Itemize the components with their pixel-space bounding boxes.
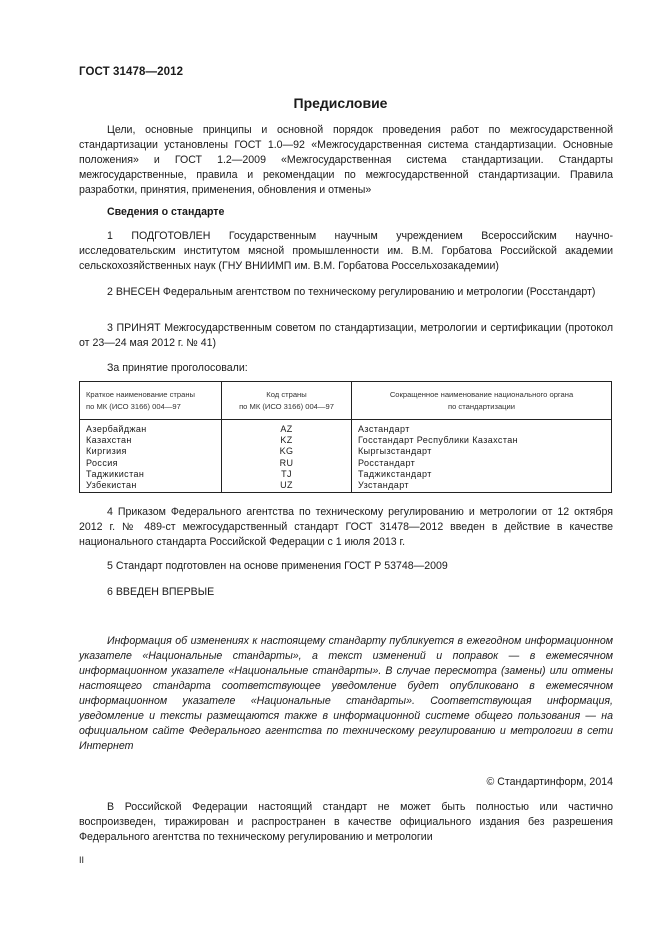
col-header-code: Код страны по МК (ИСО 3166) 004—97: [222, 382, 352, 420]
cell-authority: Росстандарт: [352, 458, 612, 469]
item-4-text: 4 Приказом Федерального агентства по техническому регулированию и метрологии от 12 октября 2012 г. № 489-ст межгосударственный стандарт ГОСТ 31478—2012 введен в действие в качестве национального стандарта Российской Федерации с 1 июля 2013 г.: [79, 506, 613, 548]
voters-label: [79, 361, 613, 376]
item-4: [79, 505, 613, 550]
amendments-notice: [79, 634, 613, 754]
voting-table: [79, 381, 612, 493]
cell-country: Казахстан: [80, 435, 222, 446]
item-5-text: 5 Стандарт подготовлен на основе применения ГОСТ Р 53748—2009: [107, 560, 448, 572]
cell-code: RU: [222, 458, 352, 469]
cell-authority: Кыргызстандарт: [352, 446, 612, 457]
page-number: II: [79, 855, 85, 865]
item-3-text: 3 ПРИНЯТ Межгосударственным советом по стандартизации, метрологии и сертификации (протокол от 23—24 мая 2012 г. № 41): [79, 322, 613, 349]
table-row: [80, 480, 612, 493]
cell-country: Азербайджан: [80, 420, 222, 436]
cell-country: Таджикистан: [80, 469, 222, 480]
intro-text: Цели, основные принципы и основной порядок проведения работ по межгосударственной стандартизации установлены ГОСТ 1.0—92 «Межгосударственная система стандартизации. Основные положения» и ГОСТ 1.2—2009 «Межгосударственная система стандартизации. Стандарты межгосударственные, правила и рекомендации по межгосударственной стандартизации. Правила разработки, принятия, применения, обновления и отмены»: [79, 124, 613, 196]
item-6: [79, 585, 613, 600]
cell-authority: Таджикстандарт: [352, 469, 612, 480]
table-header-row: [80, 382, 612, 420]
section-heading: Сведения о стандарте: [107, 206, 225, 218]
table-row: [80, 446, 612, 457]
item-1-text: 1 ПОДГОТОВЛЕН Государственным научным учреждением Всероссийским научно-исследовательским институтом мясной промышленности им. В.М. Горбатова Российской академии сельскохозяйственных наук (ГНУ ВНИИМП им. В.М. Горбатова Россельхозакадемии): [79, 230, 613, 272]
legal-notice: [79, 800, 613, 845]
cell-code: KZ: [222, 435, 352, 446]
cell-authority: Узстандарт: [352, 480, 612, 493]
copyright-line: © Стандартинформ, 2014: [486, 776, 613, 788]
amendments-notice-text: Информация об изменениях к настоящему стандарту публикуется в ежегодном информационном указателе «Национальные стандарты», а текст изменений и поправок — в ежемесячном информационном указателе «Национальные стандарты». В случае пересмотра (замены) или отмены настоящего стандарта соответствующее уведомление будет опубликовано в ежемесячном информационном указателе «Национальные стандарты». Соответствующая информация, уведомление и тексты размещаются также в информационной системе общего пользования — на официальном сайте Федерального агентства по техническому регулированию и метрологии в сети Интернет: [79, 635, 613, 752]
item-2-text: 2 ВНЕСЕН Федеральным агентством по техническому регулированию и метрологии (Росстандарт): [107, 286, 596, 298]
item-6-text: 6 ВВЕДЕН ВПЕРВЫЕ: [107, 586, 215, 598]
item-5: [79, 559, 613, 574]
voters-label-text: За принятие проголосовали:: [107, 362, 248, 374]
col-header-country: Краткое наименование страны по МК (ИСО 3166) 004—97: [80, 382, 222, 420]
col-header-authority: Сокращенное наименование национального органа по стандартизации: [352, 382, 612, 420]
item-1: [79, 229, 613, 274]
cell-authority: Госстандарт Республики Казахстан: [352, 435, 612, 446]
intro-paragraph: [79, 123, 613, 198]
table-row: [80, 435, 612, 446]
table-row: [80, 458, 612, 469]
cell-country: Узбекистан: [80, 480, 222, 493]
document-id-header: ГОСТ 31478—2012: [79, 66, 184, 78]
item-2: [79, 285, 613, 300]
item-3: [79, 321, 613, 351]
cell-code: KG: [222, 446, 352, 457]
table-row: [80, 469, 612, 480]
legal-notice-text: В Российской Федерации настоящий стандарт не может быть полностью или частично воспроизведен, тиражирован и распространен в качестве официального издания без разрешения Федерального агентства по техническому регулированию и метрологии: [79, 801, 613, 843]
page-title: Предисловие: [293, 95, 388, 111]
cell-code: UZ: [222, 480, 352, 493]
cell-code: TJ: [222, 469, 352, 480]
table-row: [80, 420, 612, 436]
cell-country: Россия: [80, 458, 222, 469]
cell-authority: Азстандарт: [352, 420, 612, 436]
cell-code: AZ: [222, 420, 352, 436]
cell-country: Киргизия: [80, 446, 222, 457]
